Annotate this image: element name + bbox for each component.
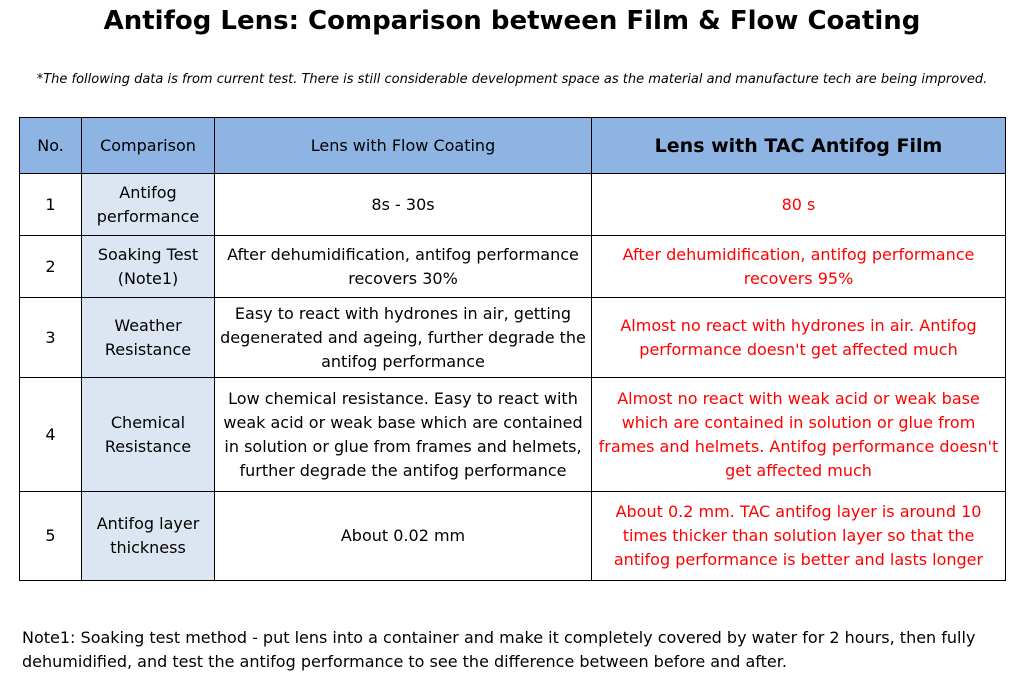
tac-film-value: 80 s xyxy=(592,174,1006,236)
table-row xyxy=(20,492,1006,581)
header-comparison: Comparison xyxy=(82,118,215,174)
disclaimer-text: *The following data is from current test. There is still considerable development space as the material and manufacture tech are being improved. xyxy=(36,72,988,87)
comparison-label: Weather Resistance xyxy=(82,298,215,378)
comparison-table xyxy=(19,117,1006,581)
footnote: Note1: Soaking test method - put lens into a container and make it completely covered by water for 2 hours, then fully dehumidified, and test the antifog performance to see the difference between before and after. xyxy=(22,628,976,671)
header-flow-coating: Lens with Flow Coating xyxy=(215,118,592,174)
row-number: 4 xyxy=(20,378,82,492)
table-row xyxy=(20,174,1006,236)
comparison-label: Antifog layer thickness xyxy=(82,492,215,581)
header-tac-film: Lens with TAC Antifog Film xyxy=(592,118,1006,174)
tac-film-value: Almost no react with weak acid or weak base which are contained in solution or glue from frames and helmets. Antifog performance doesn't get affected much xyxy=(592,378,1006,492)
flow-coating-value: Low chemical resistance. Easy to react with weak acid or weak base which are contained in solution or glue from frames and helmets, further degrade the antifog performance xyxy=(215,378,592,492)
flow-coating-value: 8s - 30s xyxy=(215,174,592,236)
flow-coating-value: Easy to react with hydrones in air, getting degenerated and ageing, further degrade the antifog performance xyxy=(215,298,592,378)
tac-film-value: After dehumidification, antifog performance recovers 95% xyxy=(592,236,1006,298)
comparison-label: Soaking Test (Note1) xyxy=(82,236,215,298)
tac-film-value: Almost no react with hydrones in air. Antifog performance doesn't get affected much xyxy=(592,298,1006,378)
row-number: 1 xyxy=(20,174,82,236)
flow-coating-value: About 0.02 mm xyxy=(215,492,592,581)
page-title: Antifog Lens: Comparison between Film & Flow Coating xyxy=(103,6,921,36)
comparison-label: Antifog performance xyxy=(82,174,215,236)
row-number: 5 xyxy=(20,492,82,581)
table-row xyxy=(20,378,1006,492)
table-row xyxy=(20,236,1006,298)
flow-coating-value: After dehumidification, antifog performance recovers 30% xyxy=(215,236,592,298)
table-row xyxy=(20,298,1006,378)
row-number: 2 xyxy=(20,236,82,298)
comparison-label: Chemical Resistance xyxy=(82,378,215,492)
tac-film-value: About 0.2 mm. TAC antifog layer is around 10 times thicker than solution layer so that the antifog performance is better and lasts longer xyxy=(592,492,1006,581)
row-number: 3 xyxy=(20,298,82,378)
header-no: No. xyxy=(20,118,82,174)
table-header-row xyxy=(20,118,1006,174)
